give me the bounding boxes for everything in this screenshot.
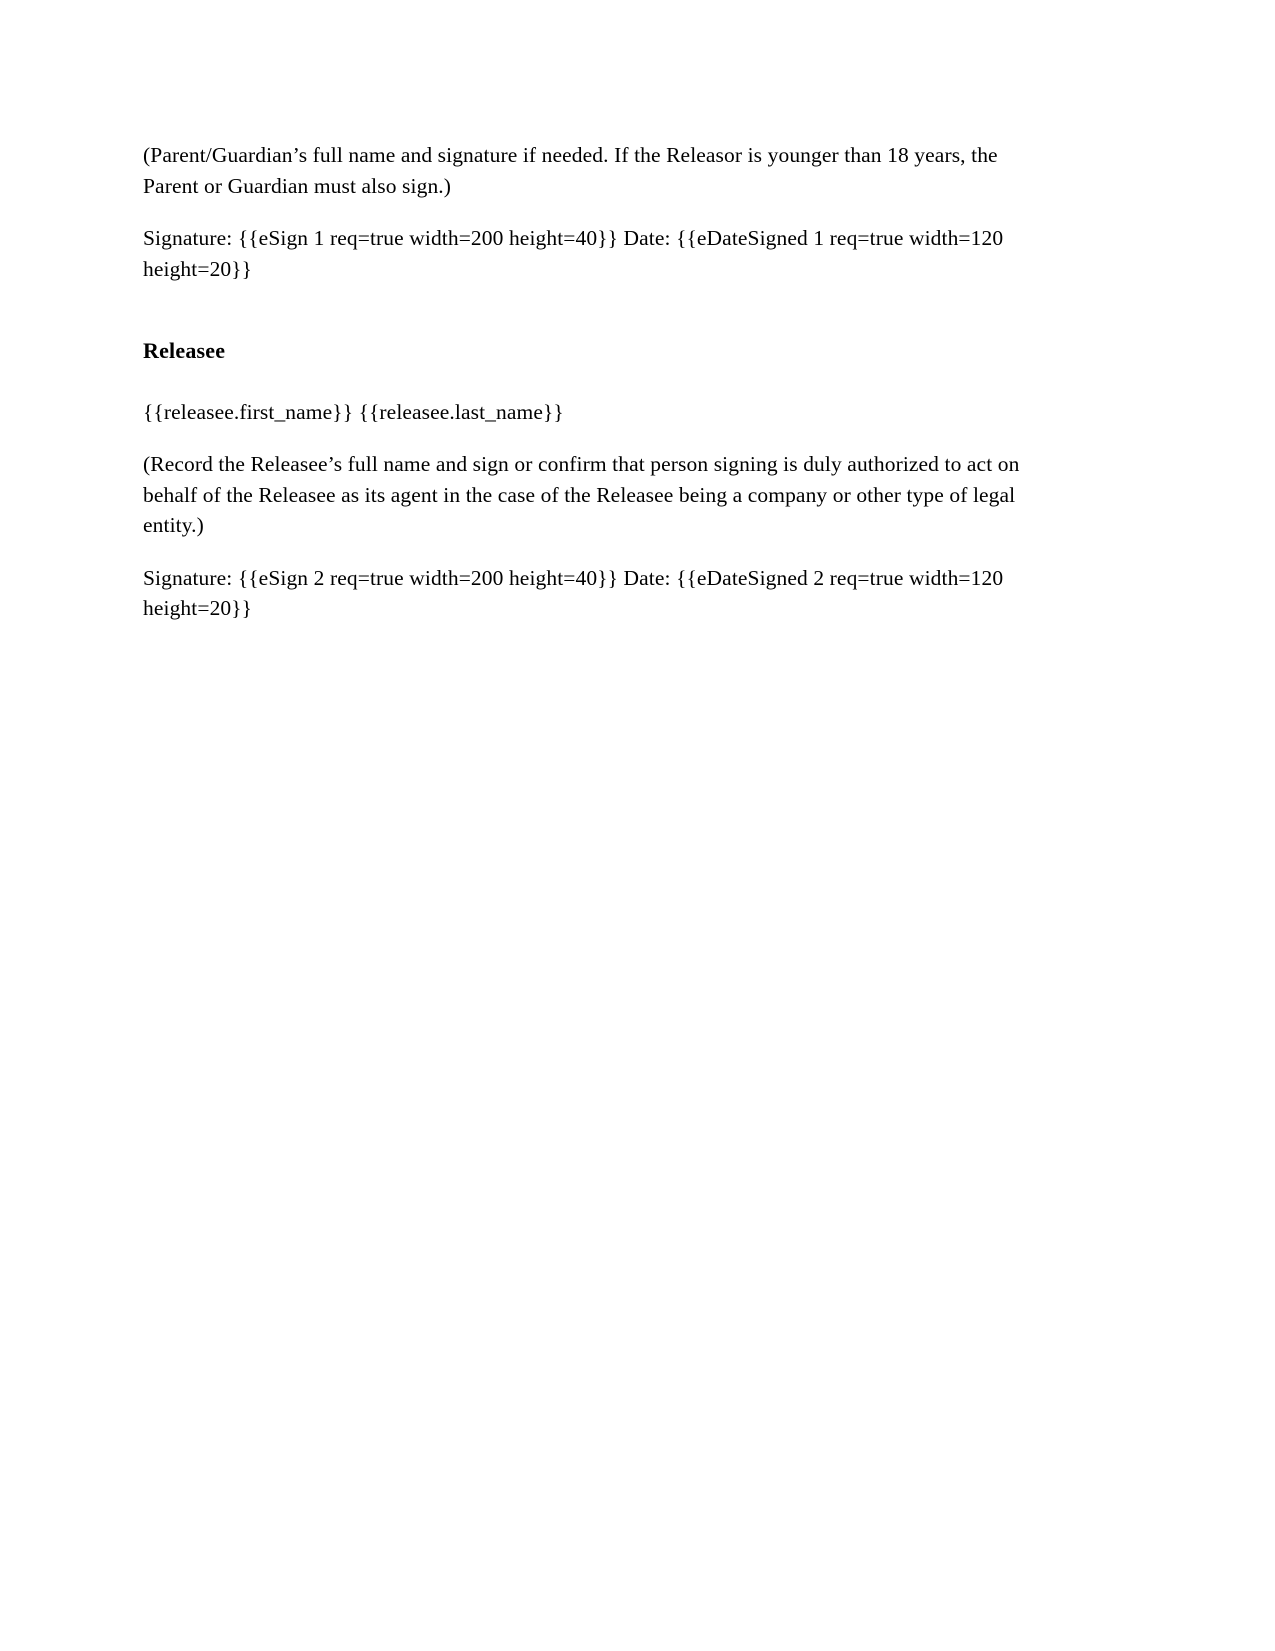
heading-spacer: [143, 367, 1055, 397]
releasee-signature-line-paragraph: Signature: {{eSign 2 req=true width=200 height=40}} Date: {{eDateSigned 2 req=true width=120 height=20}}: [143, 565, 1004, 621]
releasee-section-heading: Releasee: [143, 338, 226, 364]
document-body: [143, 140, 1055, 624]
paragraph-spacer: [143, 541, 1055, 563]
releasee-note-paragraph: (Record the Releasee’s full name and sign or confirm that person signing is duly authorized to act on behalf of the Releasee as its agent in the case of the Releasee being a company or other type of legal entity.): [143, 452, 1020, 538]
releasee-name-tokens-paragraph: {{releasee.first_name}} {{releasee.last_name}}: [143, 399, 564, 424]
parent-guardian-note-paragraph: (Parent/Guardian’s full name and signature if needed. If the Releasor is younger than 18 years, the Parent or Guardian must also sign.): [143, 143, 998, 198]
releasor-signature-line-paragraph: Signature: {{eSign 1 req=true width=200 height=40}} Date: {{eDateSigned 1 req=true width=120 height=20}}: [143, 226, 1004, 281]
paragraph-spacer: [143, 201, 1055, 223]
paragraph-spacer: [143, 427, 1055, 449]
section-spacer: [143, 284, 1055, 336]
